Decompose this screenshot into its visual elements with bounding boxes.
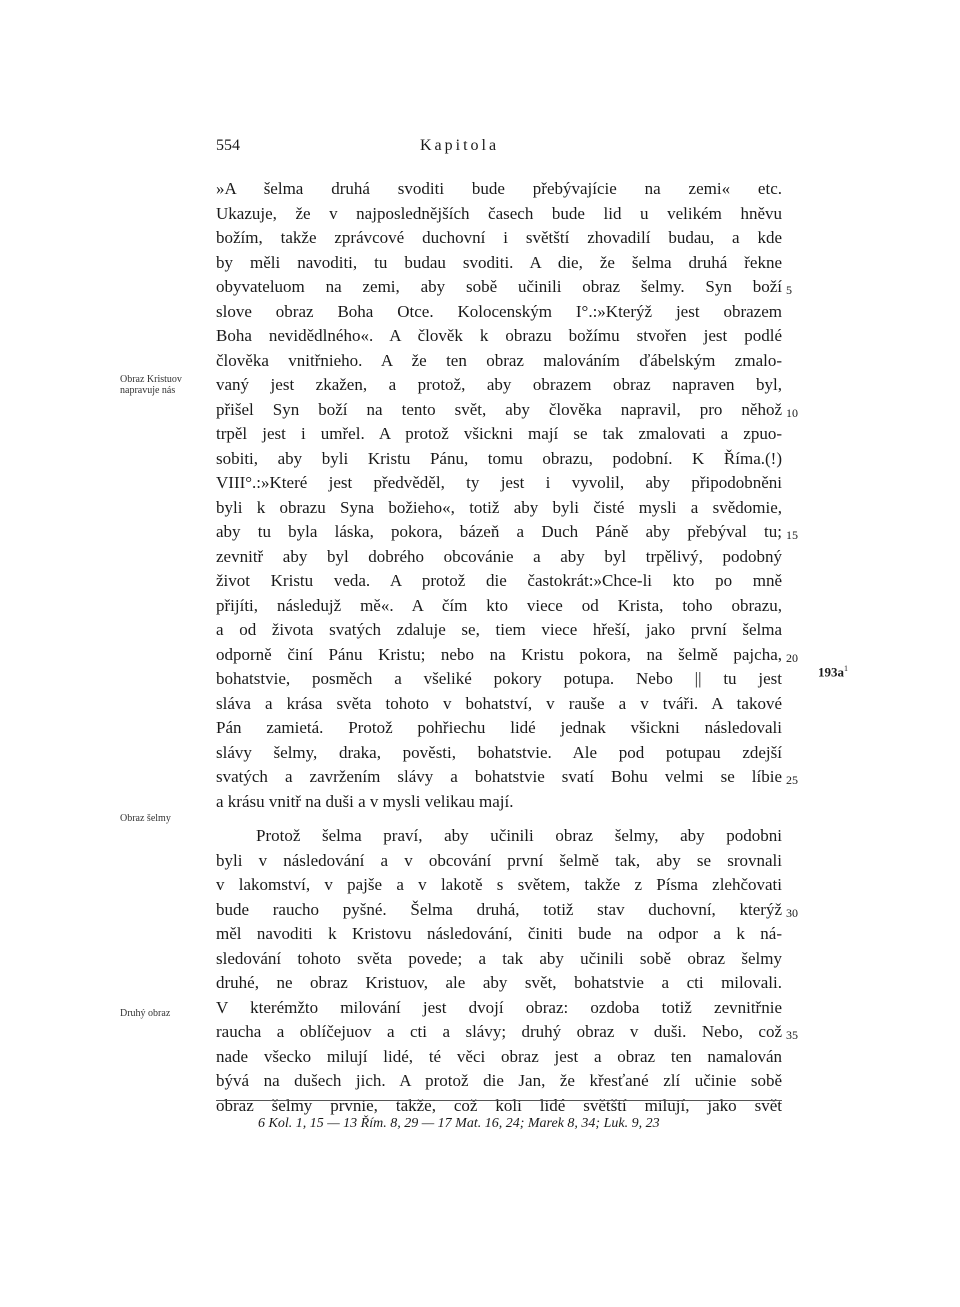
side-note-line: napravuje nás xyxy=(120,385,176,396)
text-line: aby tu byla láska, pokora, bázeň a Duch Páně aby přebýval tu; xyxy=(216,522,782,541)
text-line: nade všecko milují lidé, té věci obraz jest a obraz ten namalován xyxy=(216,1046,782,1066)
text-line: a krásu vnitř na duši a v mysli velikau mají. xyxy=(216,791,514,811)
margin-ref-sup: 1 xyxy=(844,664,848,673)
text-line: Ukazuje, že v najposlednějších časech bude lid u velikém hněvu xyxy=(216,203,782,223)
text-line: raucha a oblíčejuov a cti a slávy; druhý obraz v duši. Nebo, což xyxy=(216,1022,782,1041)
line-number-35: 35 xyxy=(786,1028,798,1042)
text-line: život Kristu veda. A protož die častokrát:»Chce-li kto po mně xyxy=(216,571,782,590)
side-note-obraz-selmy: Obraz šelmy xyxy=(120,813,171,824)
footnote-rule xyxy=(216,1100,782,1101)
text-line: slávy šelmy, draka, pověsti, bohatstvie. Ale pod potupau zdejší xyxy=(216,742,782,762)
page-number: 554 xyxy=(216,137,240,154)
text-line: měl navoditi k Kristovu následování, činiti bude na odpor a k ná- xyxy=(216,924,782,943)
text-line: Pán zamietá. Protož pohřiechu lidé jednak všickni následovali xyxy=(216,718,782,737)
text-line: přijíti, následujž mě«. A čím kto viece od Krista, toho obrazu, xyxy=(216,595,782,615)
text-line: přišel Syn boží na tento svět, aby člověka napravil, pro něhož xyxy=(216,399,782,419)
text-line: VIII°.:»Které jest předvěděl, ty jest i vyvolil, aby připodobněni xyxy=(216,473,782,492)
side-note-druhy-obraz: Druhý obraz xyxy=(120,1008,171,1019)
text-line: Protož šelma praví, aby učinili obraz šelmy, aby podobni xyxy=(256,826,782,845)
text-line: bude raucho pyšné. Šelma druhá, totiž stav duchovní, kterýž xyxy=(216,899,782,919)
side-note-line: Obraz Kristuov xyxy=(120,374,182,385)
text-line: sledování tohoto světa povede; a tak aby učinili sobě obraz šelmy xyxy=(216,948,782,968)
line-number-30: 30 xyxy=(786,906,798,920)
line-number-10: 10 xyxy=(786,406,798,420)
text-line: vaný jest zkažen, a protož, aby obrazem obraz napraven byl, xyxy=(216,375,782,394)
text-line: obyvateluom na zemi, aby sobě učinili obraz šelmy. Syn boží xyxy=(216,277,782,296)
text-line: Boha nevidědlného«. A člověk k obrazu božímu stvořen jest podlé xyxy=(216,326,782,345)
text-line: slove obraz Boha Otce. Kolocenským I°.:»Kterýž jest obrazem xyxy=(216,301,782,321)
text-line: božím, takže zprávcové duchovní i světští zhovadilí budau, a kde xyxy=(216,228,782,247)
text-line: byli v následování a v obcování první šelmě tak, aby se srovnali xyxy=(216,850,782,870)
text-line: svatých a zavržením slávy a bohatstvie svatí Bohu velmi se líbie xyxy=(216,767,782,786)
text-line: obraz šelmy prvnie, takže, což koli lidé světští milují, jako svět xyxy=(216,1095,782,1115)
text-line: byli k obrazu Syna božieho«, totiž aby byli čisté mysli a svědomie, xyxy=(216,497,782,517)
line-number-25: 25 xyxy=(786,773,798,787)
text-line: zevnitř aby byl dobrého obcovánie a aby byl trpělivý, podobný xyxy=(216,546,782,566)
text-line: bývá na dušech jich. A protož die Jan, že křesťané zlí učinie sobě xyxy=(216,1071,782,1090)
margin-ref-text: 193a xyxy=(818,664,844,680)
text-line: sobiti, aby byli Kristu Pánu, tomu obrazu, podobní. K Říma.(!) xyxy=(216,448,782,468)
text-line: v lakomství, v pajše a v lakotě s světem, takže z Písma zlehčovati xyxy=(216,875,782,894)
side-note-obraz-kristuov xyxy=(120,374,182,396)
text-line: »A šelma druhá svoditi bude přebývajície na zemi« etc. xyxy=(216,179,782,198)
line-number-20: 20 xyxy=(786,651,798,665)
text-line: druhé, ne obraz Kristuov, ale aby svět, bohatstvie a cti milovali. xyxy=(216,973,782,992)
line-number-15: 15 xyxy=(786,528,798,542)
text-line: sláva a krása světa tohoto v bohatství, v rauše a v tváři. A takové xyxy=(216,693,782,713)
body-text xyxy=(216,177,782,1118)
text-line: V kterémžto milování jest dvojí obraz: ozdoba totiž zevnitřnie xyxy=(216,997,782,1017)
text-line: a od života svatých zdaluje se, tiem viece hřeší, jako první šelma xyxy=(216,620,782,639)
text-line: člověka vnitřnieho. A že ten obraz malováním ďábelským zmalo- xyxy=(216,350,782,370)
margin-folio-reference xyxy=(818,664,848,680)
running-head: Kapitola xyxy=(420,137,500,154)
line-number-5: 5 xyxy=(786,283,792,297)
text-line: odporně činí Pánu Kristu; nebo na Kristu pokora, na šelmě pajcha, xyxy=(216,644,782,664)
footnotes: 6 Kol. 1, 15 — 13 Řím. 8, 29 — 17 Mat. 16, 24; Marek 8, 34; Luk. 9, 23 xyxy=(258,1116,660,1131)
text-line: by měli navoditi, tu budau svoditi. A die, že šelma druhá řekne xyxy=(216,252,782,272)
text-line: trpěl jest i umřel. A protož všickni mají se tak zmalovati a zpuo- xyxy=(216,424,782,443)
text-line: bohatstvie, posměch a všeliké pokory potupa. Nebo || tu jest xyxy=(216,669,782,688)
